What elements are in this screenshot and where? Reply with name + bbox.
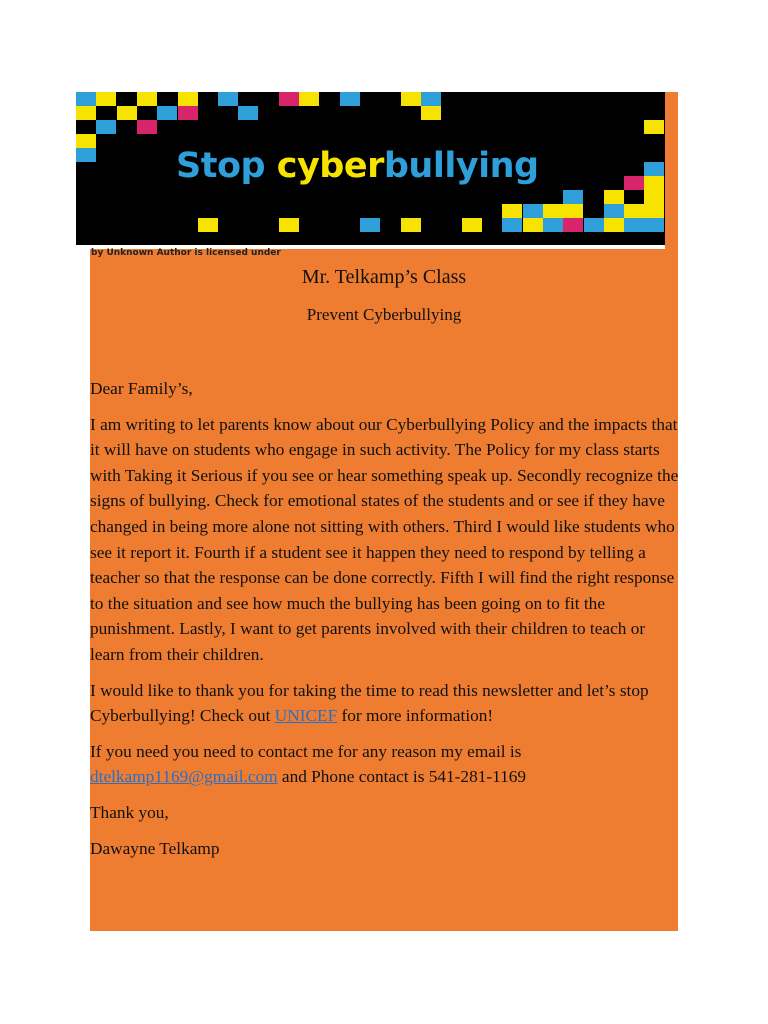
pixel-square <box>198 218 218 232</box>
pixel-square <box>604 218 624 232</box>
pixel-square <box>137 92 157 106</box>
pixel-square <box>584 218 604 232</box>
banner-title-cyber: cyber <box>276 146 384 186</box>
greeting: Dear Family’s, <box>90 379 193 398</box>
pixel-square <box>76 148 96 162</box>
pixel-square <box>401 218 421 232</box>
banner-title-stop: Stop <box>176 146 277 186</box>
pixel-square <box>157 106 177 120</box>
pixel-square <box>360 218 380 232</box>
pixel-square <box>96 92 116 106</box>
pixel-square <box>218 92 238 106</box>
pixel-square <box>523 204 543 218</box>
pixel-square <box>178 92 198 106</box>
pixel-square <box>644 120 664 134</box>
pixel-square <box>76 134 96 148</box>
pixel-square <box>117 106 137 120</box>
phone-text: and Phone contact is 541-281-1169 <box>277 767 527 787</box>
newsletter-subtitle: Prevent Cyberbullying <box>306 305 462 324</box>
banner-title <box>176 146 576 186</box>
pixel-square <box>462 218 482 232</box>
thanks-text-end: for more information! <box>337 706 494 726</box>
pixel-square <box>96 120 116 134</box>
pixel-square <box>543 218 563 232</box>
pixel-square <box>421 106 441 120</box>
pixel-square <box>624 218 644 232</box>
stop-cyberbullying-banner <box>76 92 665 245</box>
pixel-square <box>644 204 664 218</box>
image-attribution: by Unknown Author is licensed under <box>91 248 281 258</box>
pixel-square <box>563 190 583 204</box>
pixel-square <box>502 204 522 218</box>
pixel-square <box>644 190 664 204</box>
policy-paragraph: I am writing to let parents know about our Cyberbullying Policy and the impacts that it will have on students who engage in such activity. The Policy for my class starts with Taking it Serious if you see or hear something speak up. Secondly recognize the signs of bullying. Check for emotional states of the students and or see if they have changed in being more alone not sitting with others. Third I would like students who see it report it. Fourth if a student see it happen they need to respond by telling a teacher so that the response can be done correctly. Fifth I will find the right response to the situation and see how much the bullying has been going on to fit the punishment. Lastly, I want to get parents involved with their children to teach or learn from their children. <box>90 414 679 664</box>
class-title: Mr. Telkamp’s Class <box>301 266 467 288</box>
pixel-square <box>624 176 644 190</box>
pixel-square <box>543 204 563 218</box>
pixel-square <box>137 120 157 134</box>
signature: Dawayne Telkamp <box>90 838 220 858</box>
pixel-square <box>604 190 624 204</box>
thanks-text: I would like to thank you for taking the time to read this newsletter and let’s stop Cyberbullying! Check out <box>90 680 649 726</box>
letter-body <box>90 376 680 871</box>
pixel-square <box>76 106 96 120</box>
contact-paragraph <box>90 739 680 790</box>
pixel-square <box>523 218 543 232</box>
pixel-square <box>299 92 319 106</box>
pixel-square <box>644 218 664 232</box>
pixel-square <box>624 204 644 218</box>
pixel-square <box>644 176 664 190</box>
pixel-square <box>279 218 299 232</box>
pixel-square <box>279 92 299 106</box>
pixel-square <box>340 92 360 106</box>
thanks-paragraph <box>90 678 680 729</box>
pixel-square <box>238 106 258 120</box>
banner-title-bullying: bullying <box>383 146 539 186</box>
pixel-square <box>563 218 583 232</box>
closing: Thank you, <box>90 802 169 822</box>
email-link[interactable]: dtelkamp1169@gmail.com <box>90 767 278 787</box>
pixel-square <box>604 204 624 218</box>
unicef-link[interactable]: UNICEF <box>274 706 338 726</box>
pixel-square <box>421 92 441 106</box>
pixel-square <box>644 162 664 176</box>
pixel-square <box>563 204 583 218</box>
pixel-square <box>76 92 96 106</box>
contact-text: If you need you need to contact me for any reason my email is <box>90 741 522 761</box>
pixel-square <box>178 106 198 120</box>
pixel-square <box>401 92 421 106</box>
pixel-square <box>502 218 522 232</box>
